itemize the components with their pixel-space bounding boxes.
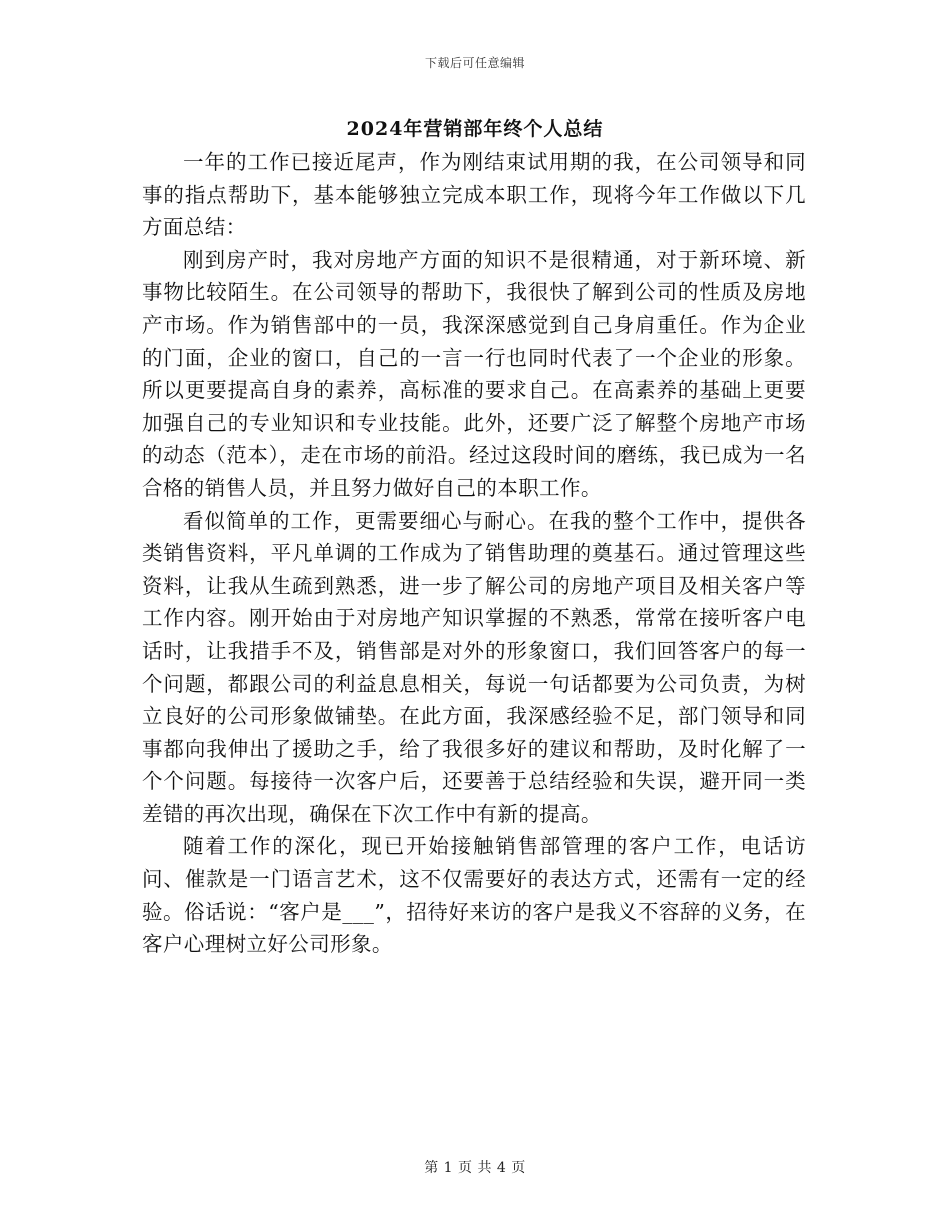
paragraph-client-work: 随着工作的深化，现已开始接触销售部管理的客户工作，电话访问、催款是一门语言艺术，这不仅需要好的表达方式，还需有一定的经验。俗话说：“客户是___”，招待好来访的客户是我义不容辞的义务，在客户心理树立好公司形象。 [142, 834, 806, 957]
paragraph-patience-and-care: 看似简单的工作，更需要细心与耐心。在我的整个工作中，提供各类销售资料，平凡单调的工作成为了销售助理的奠基石。通过管理这些资料，让我从生疏到熟悉，进一步了解公司的房地产项目及相关客户等工作内容。刚开始由于对房地产知识掌握的不熟悉，常常在接听客户电话时，让我措手不及，销售部是对外的形象窗口，我们回答客户的每一个问题，都跟公司的利益息息相关，每说一句话都要为公司负责，为树立良好的公司形象做铺垫。在此方面，我深感经验不足，部门领导和同事都向我伸出了援助之手，给了我很多好的建议和帮助，及时化解了一个个问题。每接待一次客户后，还要善于总结经验和失误，避开同一类差错的再次出现，确保在下次工作中有新的提高。 [142, 508, 806, 826]
document-body [142, 146, 806, 961]
page-header-note: 下载后可任意编辑 [424, 56, 525, 70]
paragraph-intro: 一年的工作已接近尾声，作为刚结束试用期的我，在公司领导和同事的指点帮助下，基本能够独立完成本职工作，现将今年工作做以下几方面总结： [142, 150, 806, 240]
document-title: 2024年营销部年终个人总结 [346, 118, 604, 140]
paragraph-real-estate-knowledge: 刚到房产时，我对房地产方面的知识不是很精通，对于新环境、新事物比较陌生。在公司领导的帮助下，我很快了解到公司的性质及房地产市场。作为销售部中的一员，我深深感觉到自己身肩重任。作为企业的门面，企业的窗口，自己的一言一行也同时代表了一个企业的形象。所以更要提高自身的素养，高标准的要求自己。在高素养的基础上更要加强自己的专业知识和专业技能。此外，还要广泛了解整个房地产市场的动态（范本），走在市场的前沿。经过这段时间的磨练，我已成为一名合格的销售人员，并且努力做好自己的本职工作。 [142, 247, 806, 500]
page-number-footer: 第 1 页 共 4 页 [424, 1160, 526, 1176]
